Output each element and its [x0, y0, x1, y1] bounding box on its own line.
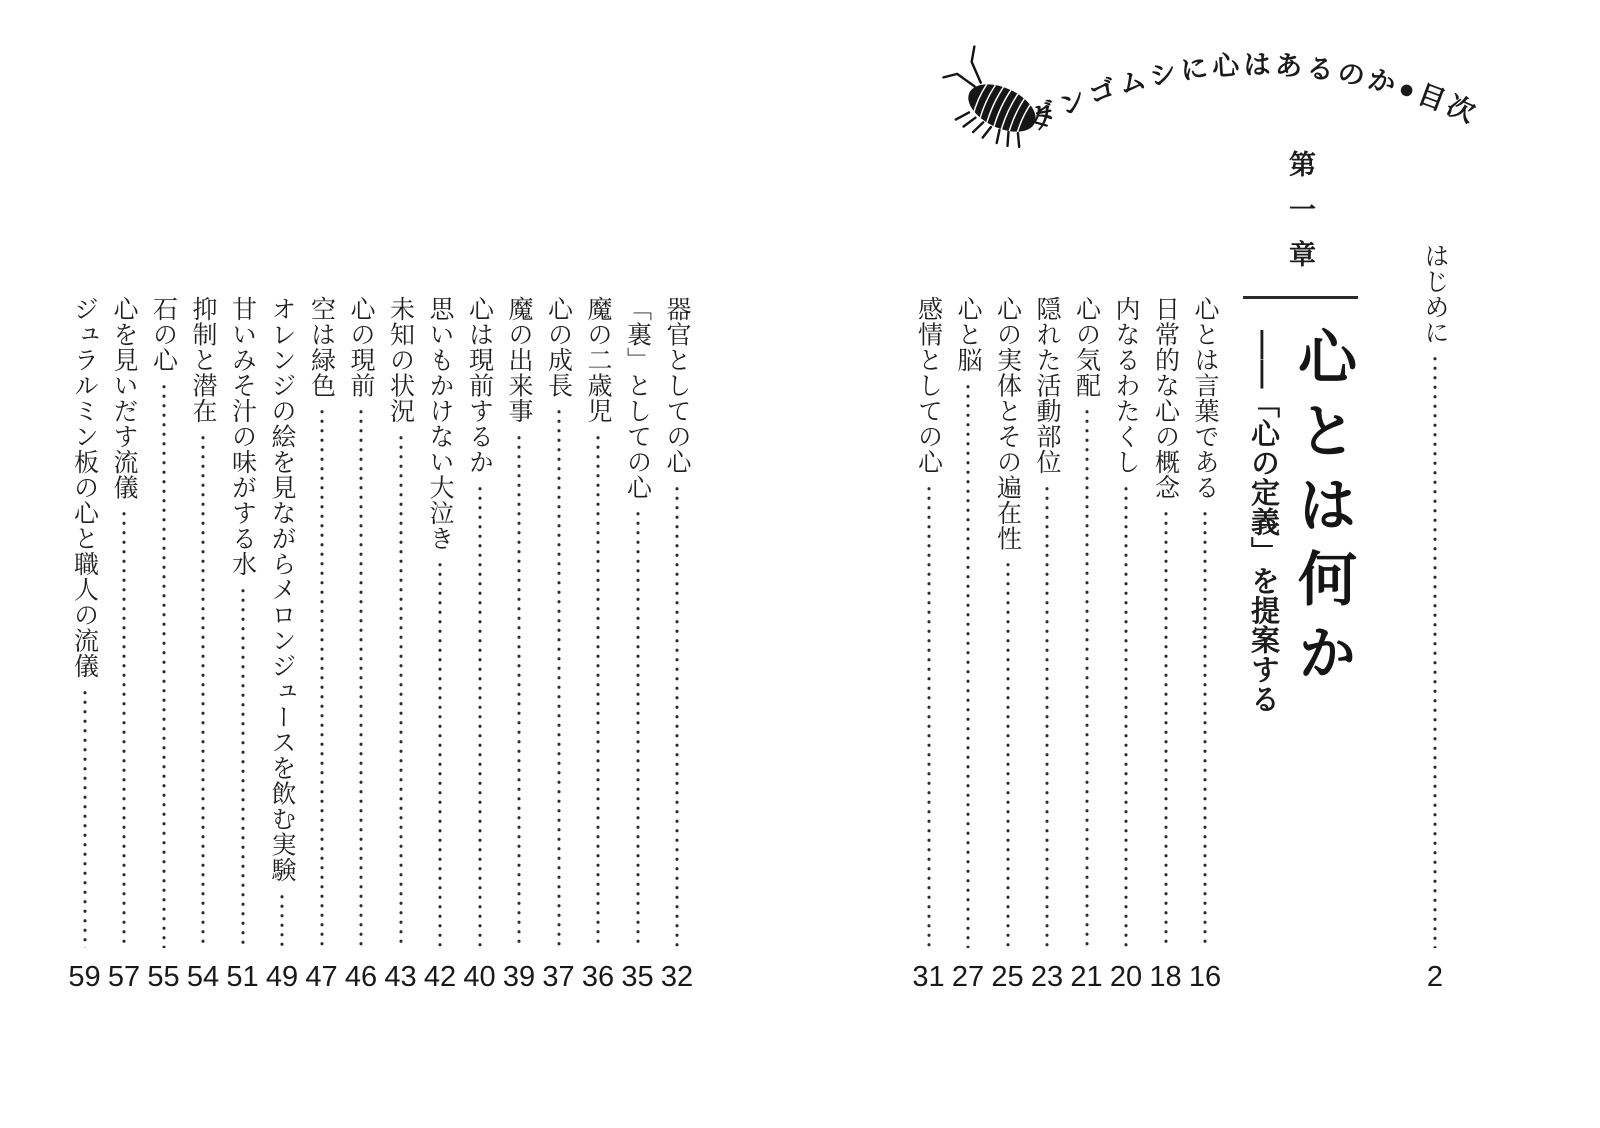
dotted-leader [1045, 484, 1049, 949]
toc-entry [951, 296, 985, 993]
toc-entry [107, 296, 141, 993]
toc-entry-title: 心とは言葉である [1191, 296, 1219, 500]
dotted-leader [1006, 560, 1010, 948]
book-title-arc-text: ダンゴムシに心はあるのか●目次 [1025, 49, 1483, 136]
toc-entry-title: 魔の出来事 [505, 296, 533, 424]
toc-entry [912, 296, 945, 993]
right-page-entries [912, 296, 1222, 993]
toc-entry-title: 心と脳 [954, 296, 982, 373]
toc-entry [186, 296, 220, 993]
toc-entry-page: 59 [68, 961, 101, 993]
toc-entry [1030, 296, 1064, 993]
toc-entry-page: 23 [1030, 961, 1064, 993]
toc-entry-page: 57 [107, 961, 141, 993]
toc-entry-title: 未知の状況 [386, 296, 415, 424]
chapter-number-label: 第一章 [1285, 150, 1315, 285]
toc-entry-page: 43 [384, 961, 417, 993]
dotted-leader [1124, 484, 1128, 949]
toc-entry [660, 296, 694, 993]
toc-entry-page: 40 [463, 961, 496, 993]
toc-entry-page: 55 [147, 961, 180, 993]
toc-entry-title: 内なるわたくし [1112, 296, 1140, 475]
toc-entry-title: 魔の二歳児 [584, 296, 612, 424]
chapter-divider-rule [1243, 296, 1358, 299]
toc-entry-title: 心は現前するか [465, 296, 494, 475]
dotted-leader [320, 407, 324, 948]
dotted-leader [636, 509, 640, 948]
dotted-leader [162, 382, 166, 949]
toc-entry [1070, 296, 1103, 993]
toc-entry-page: 54 [186, 961, 220, 993]
chapter-title: 心とは何か [1289, 326, 1355, 696]
toc-entry-title: 器官としての心 [663, 296, 691, 475]
toc-entry-page: 47 [305, 961, 338, 993]
toc-entry-page: 36 [581, 961, 615, 993]
dotted-leader [966, 382, 970, 949]
toc-entry [991, 296, 1024, 993]
toc-entry-page: 35 [621, 961, 654, 993]
chapter-subtitle: ——「心の定義」を提案する [1247, 330, 1279, 714]
toc-entry-page: 18 [1149, 961, 1182, 993]
toc-entry-title: 「裏」としての心 [623, 296, 652, 500]
toc-entry-title: 思いもかけない大泣き [426, 296, 454, 551]
toc-entry-page: 2 [1426, 961, 1444, 993]
toc-entry-intro [1421, 243, 1449, 992]
dotted-leader [517, 433, 521, 949]
toc-entry-page: 37 [542, 961, 575, 993]
dotted-leader [438, 560, 442, 948]
toc-entry-page: 25 [991, 961, 1024, 993]
toc-entry-title: 空は緑色 [307, 296, 336, 398]
dotted-leader [399, 433, 403, 949]
toc-entry-title: 心の現前 [347, 296, 375, 398]
toc-entry-page: 46 [344, 961, 378, 993]
toc-entry [344, 296, 378, 993]
toc-entry [384, 296, 417, 993]
toc-arc-header [900, 40, 1540, 210]
left-page-entries [68, 296, 694, 993]
toc-entry [265, 296, 299, 993]
toc-entry-page: 27 [951, 961, 985, 993]
toc-entry-page: 49 [265, 961, 299, 993]
dotted-leader [201, 433, 205, 949]
dotted-leader [359, 407, 363, 948]
toc-entry-title: 心の成長 [544, 296, 573, 398]
toc-entry-title: 石の心 [149, 296, 178, 373]
toc-entry-title: 心の気配 [1072, 296, 1101, 398]
dotted-leader [478, 484, 482, 949]
toc-entry-page: 31 [912, 961, 945, 993]
dotted-leader [557, 407, 561, 948]
toc-entry-title: 抑制と潜在 [189, 296, 217, 424]
dotted-leader [1085, 407, 1089, 948]
svg-text:ダンゴムシに心はあるのか●目次 [1025, 50, 1483, 135]
dotted-leader [83, 688, 87, 949]
dotted-leader [122, 509, 126, 948]
toc-entry [305, 296, 338, 993]
toc-entry [502, 296, 536, 993]
toc-entry-page: 51 [226, 961, 259, 993]
toc-entry [581, 296, 615, 993]
toc-entry-page: 32 [660, 961, 694, 993]
toc-entry-title: オレンジの絵を見ながらメロンジュースを飲む実験 [268, 296, 296, 883]
toc-entry-title: ジュラルミン板の心と職人の流儀 [70, 296, 99, 679]
toc-entry [542, 296, 575, 993]
toc-entry [68, 296, 101, 993]
dotted-leader [596, 433, 600, 949]
toc-entry [1149, 296, 1182, 993]
toc-entry-title: 心を見いだす流儀 [110, 296, 138, 500]
dotted-leader [927, 484, 931, 949]
toc-entry-title: はじめに [1421, 243, 1449, 345]
toc-entry-title: 日常的な心の概念 [1151, 296, 1180, 500]
toc-entry-page: 16 [1188, 961, 1222, 993]
dotted-leader [1164, 509, 1168, 948]
dotted-leader [675, 484, 679, 949]
toc-entry-title: 隠れた活動部位 [1033, 296, 1061, 475]
dotted-leader [280, 892, 284, 949]
dotted-leader [1433, 354, 1437, 948]
dotted-leader [1203, 509, 1207, 948]
toc-entry-page: 21 [1070, 961, 1103, 993]
toc-entry-title: 感情としての心 [914, 296, 943, 475]
dotted-leader [241, 586, 245, 949]
toc-entry-page: 42 [423, 961, 457, 993]
toc-entry-title: 心の実体とその遍在性 [993, 296, 1022, 551]
toc-entry [226, 296, 259, 993]
toc-entry [1109, 296, 1143, 993]
toc-entry [1188, 296, 1222, 993]
toc-entry [621, 296, 654, 993]
toc-entry [147, 296, 180, 993]
toc-entry [423, 296, 457, 993]
toc-entry-title: 甘いみそ汁の味がする水 [228, 296, 257, 577]
toc-entry-page: 39 [502, 961, 536, 993]
toc-entry [463, 296, 496, 993]
toc-entry-page: 20 [1109, 961, 1143, 993]
